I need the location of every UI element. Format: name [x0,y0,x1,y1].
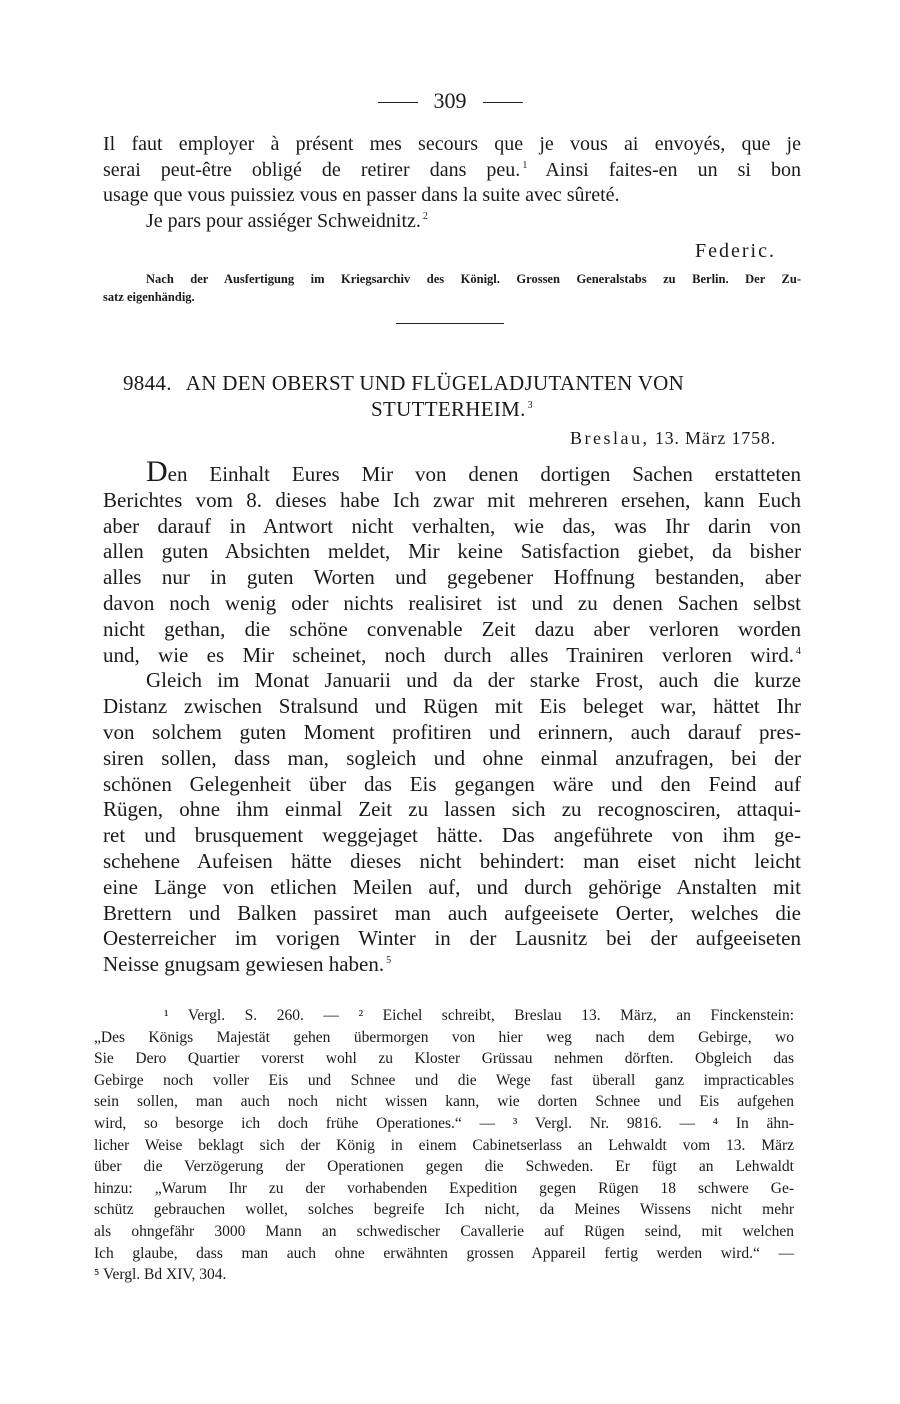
text-line: davon noch wenig oder nichts realisiret ist und zu denen Sachen selbst [103,590,801,615]
text-line: Gleich im Monat Januarii und da der starke Frost, auch die kurze [146,668,801,693]
text-line: Oesterreicher im vorigen Winter in der Lausnitz bei der aufgeeiseten [103,926,801,951]
footnote-line: Ich glaube, dass man auch ohne erwähnten grossen Appareil fertig werden wird.“ — [94,1244,794,1262]
text-line: und, wie es Mir scheinet, noch durch alles Trainiren verloren wird. $^4$ [103,642,801,667]
document-heading [103,370,801,422]
page-number-text: 309 [433,88,467,113]
source-line: Nach der Ausfertigung im Kriegsarchiv des Königl. Grossen Generalstabs zu Berlin. Der Zu- [146,272,801,286]
dateline [570,428,776,449]
text-line: Den Einhalt Eures Mir von denen dortigen Sachen erstatteten [146,455,801,488]
text-line: Brettern und Balken passiret man auch aufgeeisete Oerter, welches die [103,900,801,925]
source-note [103,270,801,306]
text-line: nicht gethan, die schöne convenable Zeit dazu aber verloren worden [103,616,801,641]
letter-end-text [103,132,801,234]
footnote-line: wird, so besorge ich doch frühe Operationes.“ — ³ Vergl. Nr. 9816. — ⁴ In ähn- [94,1114,794,1132]
footnote-ref: 3 [527,400,533,411]
text-line: eine Länge von etlichen Meilen auf, und durch gehörige Anstalten mit [103,874,801,899]
footnote-line: hinzu: „Warum Ihr zu der vorhabenden Expedition gegen Rügen 18 schwere Ge- [94,1179,794,1197]
drop-cap: D [146,455,168,488]
text-line: allen guten Absichten meldet, Mir keine Satisfaction giebet, da bisher [103,539,801,564]
date-value: 13. März 1758. [654,428,776,448]
date-place: Breslau, [570,428,650,448]
text-line: Berichtes vom 8. dieses habe Ich zwar mit mehreren ersehen, kann Euch [103,487,801,512]
text-line: usage que vous puissiez vous en passer dans la suite avec sûreté. [103,184,620,207]
text-line: alles nur in guten Worten und gegebener Hoffnung bestanden, aber [103,565,801,590]
document-number: 9844. [123,371,172,395]
text-line: ret und brusquement weggejaget hätte. Das angeführete von ihm ge- [103,823,801,848]
footnote-line: ⁵ Vergl. Bd XIV, 304. [94,1266,227,1284]
text-line: von solchem guten Moment profitiren und erinnern, auch darauf pres- [103,719,801,744]
postscript: Je pars pour assiéger Schweidnitz. $^2$ [146,209,428,232]
footnote-line: Gebirge noch voller Eis und Schnee und die Wege fast überall ganz impracticables [94,1071,794,1089]
footnote-line: ¹ Vergl. S. 260. — ² Eichel schreibt, Breslau 13. März, an Finckenstein: [164,1007,794,1024]
page-number-rule-right [483,102,523,103]
footnote-ref: 4 [796,645,801,657]
heading-title-cont: STUTTERHEIM. [371,397,526,421]
text-line: aber darauf in Antwort nicht verhalten, wie das, was Ihr darin von [103,513,801,538]
text-line: Distanz zwischen Stralsund und Rügen mit Eis beleget war, hättet Ihr [103,694,801,719]
footnote-line: schütz gebrauchen wollet, solches begreife Ich nicht, da Meines Wissens nicht mehr [94,1201,794,1219]
footnote-ref: 5 [386,955,392,967]
source-line: satz eigenhändig. [103,290,195,304]
footnote-line: Sie Dero Quartier vorerst wohl zu Kloster Grüssau nehmen dörften. Obgleich das [94,1050,794,1068]
footnote-ref: 1 [522,159,528,171]
footnote-ref: 2 [422,211,428,223]
text-line: siren sollen, dass man, sogleich und ohne einmal anzufragen, bei der [103,745,801,770]
text-line: schehene Aufeisen hätte dieses nicht behindert: man eiset nicht leicht [103,848,801,873]
footnote-line: sein sollen, man auch noch nicht wissen kann, wie dorten Schnee und Eis aufgehen [94,1093,794,1111]
footnotes [94,1005,794,1286]
letter-body [103,455,801,978]
text-line: serai peut-être obligé de retirer dans peu. $^1$ Ainsi faites-en un si bon [103,158,801,181]
page-number [0,86,900,116]
page-number-rule-left [378,102,418,103]
footnote-line: als ohngefähr 3000 Mann an schwedischer Cavallerie auf Rügen seind, mit welchen [94,1222,794,1240]
signature: Federic. [695,240,776,262]
footnote-line: „Des Königs Majestät gehen übermorgen von hier weg nach dem Gebirge, wo [94,1028,794,1046]
text-line: schönen Gelegenheit über das Eis gegangen wäre und den Feind auf [103,771,801,796]
footnote-line: licher Weise beklagt sich der König in einem Cabinetserlass an Lehwaldt vom 13. März [94,1136,794,1154]
text-line: Il faut employer à présent mes secours que je vous ai envoyés, que je [103,133,801,155]
text-line: Rügen, ohne ihm einmal Zeit zu lassen sich zu recognosciren, attaqui- [103,797,801,822]
text-line: Neisse gnugsam gewiesen haben. $^5$ [103,952,392,977]
heading-title: AN DEN OBERST UND FLÜGELADJUTANTEN VON [185,371,685,395]
section-divider [396,323,504,324]
footnote-line: über die Verzögerung der Operationen gegen die Schweden. Er fügt an Lehwaldt [94,1158,794,1176]
